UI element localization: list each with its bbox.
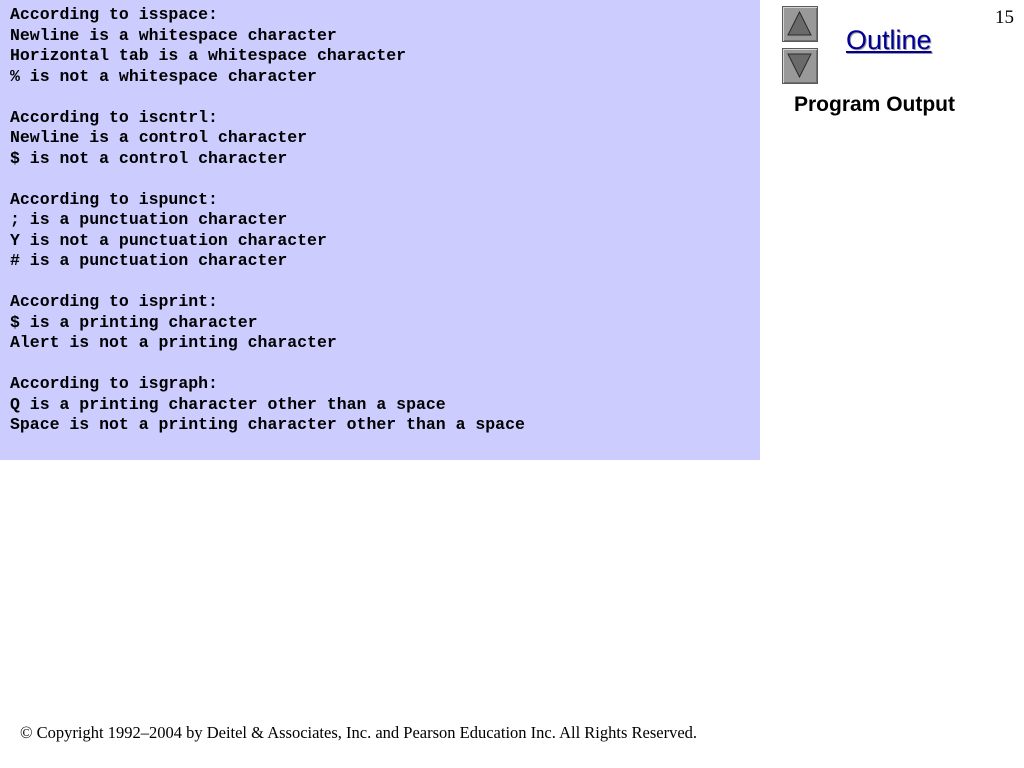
output-line: Q is a printing character other than a space — [10, 394, 446, 414]
outline-link[interactable]: Outline — [846, 25, 932, 55]
output-line: Y is not a punctuation character — [10, 230, 327, 250]
triangle-down-icon — [786, 52, 813, 79]
section-title: Program Output — [794, 93, 955, 116]
copyright-notice: © Copyright 1992–2004 by Deitel & Associates, Inc. and Pearson Education Inc. All Rights Reserved. — [20, 723, 698, 742]
program-output-panel — [0, 0, 760, 460]
page-number: 15 — [995, 7, 1014, 28]
output-line: According to iscntrl: — [10, 107, 218, 127]
output-line: $ is not a control character — [10, 148, 288, 168]
previous-slide-button[interactable] — [782, 6, 818, 42]
output-line: % is not a whitespace character — [10, 66, 317, 86]
output-line: # is a punctuation character — [10, 251, 288, 270]
output-line: According to isgraph: — [10, 374, 218, 393]
triangle-up-icon — [786, 10, 813, 37]
next-slide-button[interactable] — [782, 48, 818, 84]
output-line: Newline is a control character — [10, 128, 308, 147]
output-block-isprint — [10, 292, 760, 354]
output-block-isgraph — [10, 374, 760, 436]
output-line: ; is a punctuation character — [10, 210, 288, 229]
output-line: According to isspace: — [10, 5, 218, 24]
output-line: According to ispunct: — [10, 189, 218, 209]
output-line: According to isprint: — [10, 292, 218, 311]
output-line: Horizontal tab is a whitespace character — [10, 46, 407, 65]
output-line: Alert is not a printing character — [10, 333, 337, 352]
output-block-iscntrl — [10, 108, 760, 170]
output-line: Newline is a whitespace character — [10, 25, 337, 45]
output-block-isspace — [10, 5, 760, 87]
output-line: $ is a printing character — [10, 312, 258, 332]
output-block-ispunct — [10, 190, 760, 272]
output-line: Space is not a printing character other than a space — [10, 415, 525, 434]
